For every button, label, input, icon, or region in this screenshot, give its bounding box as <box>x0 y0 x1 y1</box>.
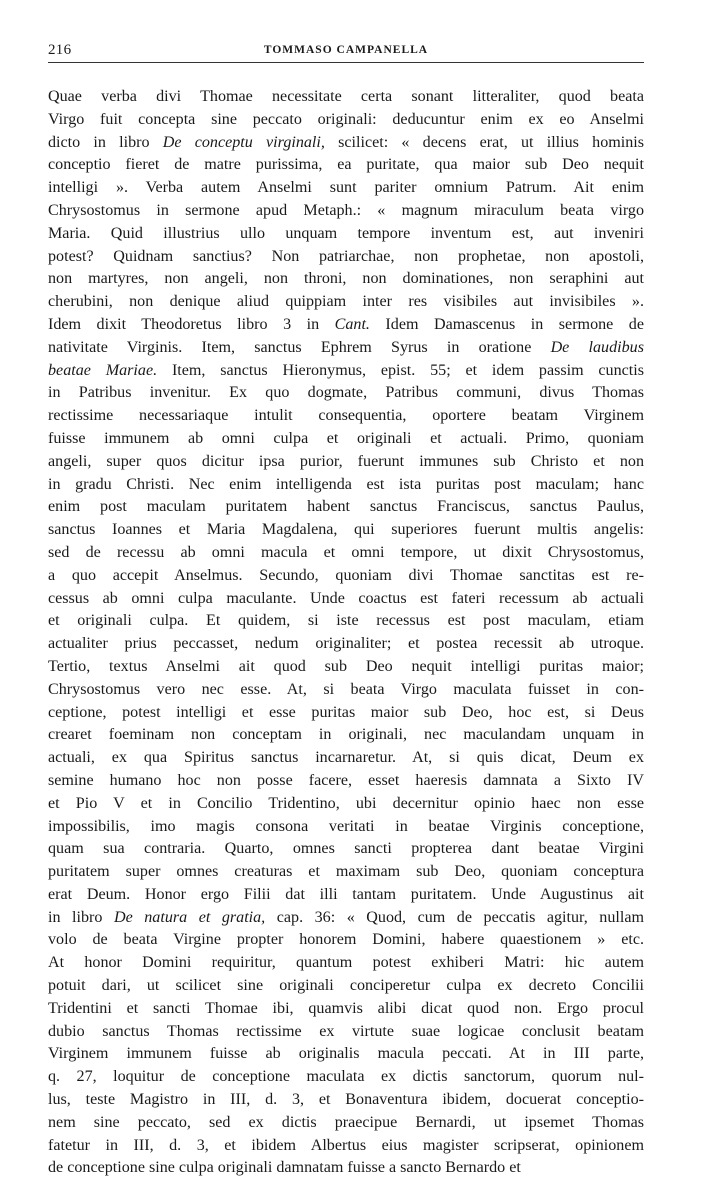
text-line <box>48 998 644 1021</box>
text-line <box>48 519 644 542</box>
line-text: At honor Domini requiritur, quantum potest exhiberi Matri: hic autem <box>48 954 644 972</box>
text-line <box>48 246 644 269</box>
line-text: Chrysostomus vero nec esse. At, si beata Virgo maculata fuisset in con- <box>48 680 644 698</box>
italic-title: Cant. <box>334 315 370 333</box>
text-line <box>48 929 644 952</box>
line-text: cap. 36: « Quod, cum de peccatis agitur, nullam <box>265 908 644 926</box>
text-line <box>48 382 644 405</box>
line-text: ceptione, potest intelligi et esse puritas maior sub Deo, hoc est, si Deus <box>48 703 644 721</box>
line-text: dubio sanctus Thomas rectissime ex virtute suae logicae conclusit beatam <box>48 1022 644 1040</box>
line-text: semine humano hoc non posse facere, esset haeresis damnata a Sixto IV <box>48 771 644 789</box>
text-line <box>48 154 644 177</box>
line-text: Chrysostomus in sermone apud Metaph.: « magnum miraculum beata virgo <box>48 201 644 219</box>
italic-title: De laudibus <box>550 338 644 356</box>
line-text: rectissime necessariaque intulit consequentia, oportere beatam Virginem <box>48 407 644 425</box>
text-line <box>48 565 644 588</box>
line-text: impossibilis, imo magis consona veritati in beatae Virginis conceptione, <box>48 817 644 835</box>
text-line <box>48 838 644 861</box>
italic-title: De natura et gratia, <box>113 908 266 926</box>
line-text: a quo accepit Anselmus. Secundo, quoniam divi Thomae sanctitas est re- <box>48 566 644 584</box>
text-line <box>48 588 644 611</box>
text-line <box>48 861 644 884</box>
line-text: crearet foeminam non conceptam in originali, nec maculandam unquam in <box>48 726 644 744</box>
line-text: quam sua contraria. Quarto, omnes sancti propterea dant beatae Virgini <box>48 840 644 858</box>
line-text: Item, sanctus Hieronymus, epist. 55; et idem passim cunctis <box>157 361 644 379</box>
text-line <box>48 1043 644 1066</box>
text-line <box>48 291 644 314</box>
line-text: actuali, ex qua Spiritus sanctus incarnaretur. At, si quis dicat, Deum ex <box>48 749 644 767</box>
text-line <box>48 724 644 747</box>
text-line <box>48 610 644 633</box>
text-line <box>48 451 644 474</box>
text-line <box>48 1157 644 1180</box>
line-text: erat Deum. Honor ergo Filii dat illi tantam puritatem. Unde Augustinus ait <box>48 885 644 903</box>
line-text: Tertio, textus Anselmi ait quod sub Deo nequit intelligi puritas maior; <box>48 657 644 675</box>
text-line <box>48 360 644 383</box>
line-text: intelligi ». Verba autem Anselmi sunt pariter omnium Patrum. Ait enim <box>48 179 644 197</box>
line-text: Virginem immunem fuisse ab originalis macula peccati. At in III parte, <box>48 1045 644 1063</box>
text-line <box>48 428 644 451</box>
line-text: Idem Damascenus in sermone de <box>369 315 644 333</box>
line-text: de conceptione sine culpa originali damnatam fuisse a sancto Bernardo et <box>48 1159 521 1177</box>
line-text: scilicet: « decens erat, ut illius hominis <box>324 133 644 151</box>
text-line <box>48 1021 644 1044</box>
line-text: Virgo fuit concepta sine peccato originali: deducuntur enim ex eo Anselmi <box>48 110 644 128</box>
page-number: 216 <box>48 42 72 58</box>
line-text: puritatem super omnes creaturas et maximam sub Deo, quoniam conceptura <box>48 863 644 881</box>
line-text: in libro <box>48 908 114 926</box>
text-line <box>48 952 644 975</box>
body-text <box>48 86 644 1180</box>
text-line <box>48 542 644 565</box>
text-line <box>48 177 644 200</box>
text-line <box>48 884 644 907</box>
line-text: potest? Quidnam sanctius? Non patriarchae, non prophetae, non apostoli, <box>48 247 644 265</box>
line-text: potuit dari, ut scilicet sine originali conciperetur culpa ex decreto Concilii <box>48 977 644 995</box>
text-line <box>48 656 644 679</box>
text-line <box>48 1066 644 1089</box>
text-line <box>48 1089 644 1112</box>
line-text: Maria. Quid illustrius ullo unquam tempore inventum est, aut inveniri <box>48 224 644 242</box>
line-text: Idem dixit Theodoretus libro 3 in <box>48 315 335 333</box>
line-text: conceptio fieret de matre purissima, ea puritate, qua maior sub Deo nequit <box>48 156 644 174</box>
line-text: sed de recessu ab omni macula et omni tempore, ut dixit Chrysostomus, <box>48 543 644 561</box>
line-text: lus, teste Magistro in III, d. 3, et Bonaventura ibidem, docuerat conceptio- <box>48 1091 644 1109</box>
line-text: dicto in libro <box>48 133 163 151</box>
text-line <box>48 747 644 770</box>
italic-title: De conceptu virginali, <box>162 133 325 151</box>
text-line <box>48 679 644 702</box>
line-text: et originali culpa. Et quidem, si iste recessus est post maculam, etiam <box>48 612 644 630</box>
text-line <box>48 975 644 998</box>
line-text: nem sine peccato, sed ex dictis praecipue Bernardi, ut ipsemet Thomas <box>48 1113 644 1131</box>
text-line <box>48 109 644 132</box>
text-line <box>48 1112 644 1135</box>
line-text: cherubini, non denique aliud quippiam inter res visibiles aut invisibiles ». <box>48 293 644 311</box>
line-text: in Patribus invenitur. Ex quo dogmate, Patribus communi, divus Thomas <box>48 384 644 402</box>
text-line <box>48 633 644 656</box>
line-text: Tridentini et sancti Thomae ibi, quamvis alibi dicat quod non. Ergo procul <box>48 999 644 1017</box>
text-line <box>48 816 644 839</box>
text-line <box>48 132 644 155</box>
line-text: q. 27, loquitur de conceptione maculata ex dictis sanctorum, quorum nul- <box>48 1068 644 1086</box>
line-text: cessus ab omni culpa maculante. Unde coactus est fateri recessum ab actuali <box>48 589 644 607</box>
line-text: volo de beata Virgine propter honorem Domini, habere quaestionem » etc. <box>48 931 644 949</box>
line-text: in gradu Christi. Nec enim intelligenda est ista puritas post maculam; hanc <box>48 475 644 493</box>
text-line <box>48 702 644 725</box>
text-line <box>48 314 644 337</box>
line-text: nativitate Virginis. Item, sanctus Ephrem Syrus in oratione <box>48 338 551 356</box>
line-text: non martyres, non angeli, non throni, non dominationes, non seraphini aut <box>48 270 644 288</box>
line-text: fuisse immunem ab omni culpa et originali et actuali. Primo, quoniam <box>48 429 644 447</box>
text-line <box>48 907 644 930</box>
line-text: et Pio V et in Concilio Tridentino, ubi decernitur opinio haec non esse <box>48 794 644 812</box>
italic-title: beatae Mariae. <box>48 361 158 379</box>
text-line <box>48 337 644 360</box>
text-line <box>48 405 644 428</box>
text-line <box>48 1135 644 1158</box>
running-header <box>48 38 644 63</box>
line-text: sanctus Ioannes et Maria Magdalena, qui superiores fuerunt multis angelis: <box>48 521 644 539</box>
text-line <box>48 268 644 291</box>
line-text: angeli, super quos dicitur ipsa purior, fuerunt immunes sub Christo et non <box>48 452 644 470</box>
text-line <box>48 200 644 223</box>
line-text: enim post maculam puritatem habent sanctus Franciscus, sanctus Paulus, <box>48 498 644 516</box>
text-line <box>48 86 644 109</box>
text-line <box>48 223 644 246</box>
text-line <box>48 770 644 793</box>
text-line <box>48 496 644 519</box>
text-line <box>48 793 644 816</box>
running-title: TOMMASO CAMPANELLA <box>263 44 429 56</box>
line-text: actualiter prius peccasset, nedum originaliter; et postea recessit ab utroque. <box>48 635 644 653</box>
line-text: Quae verba divi Thomae necessitate certa sonant litteraliter, quod beata <box>48 88 644 105</box>
line-text: fatetur in III, d. 3, et ibidem Albertus eius magister scripserat, opinionem <box>48 1136 644 1154</box>
text-line <box>48 474 644 497</box>
